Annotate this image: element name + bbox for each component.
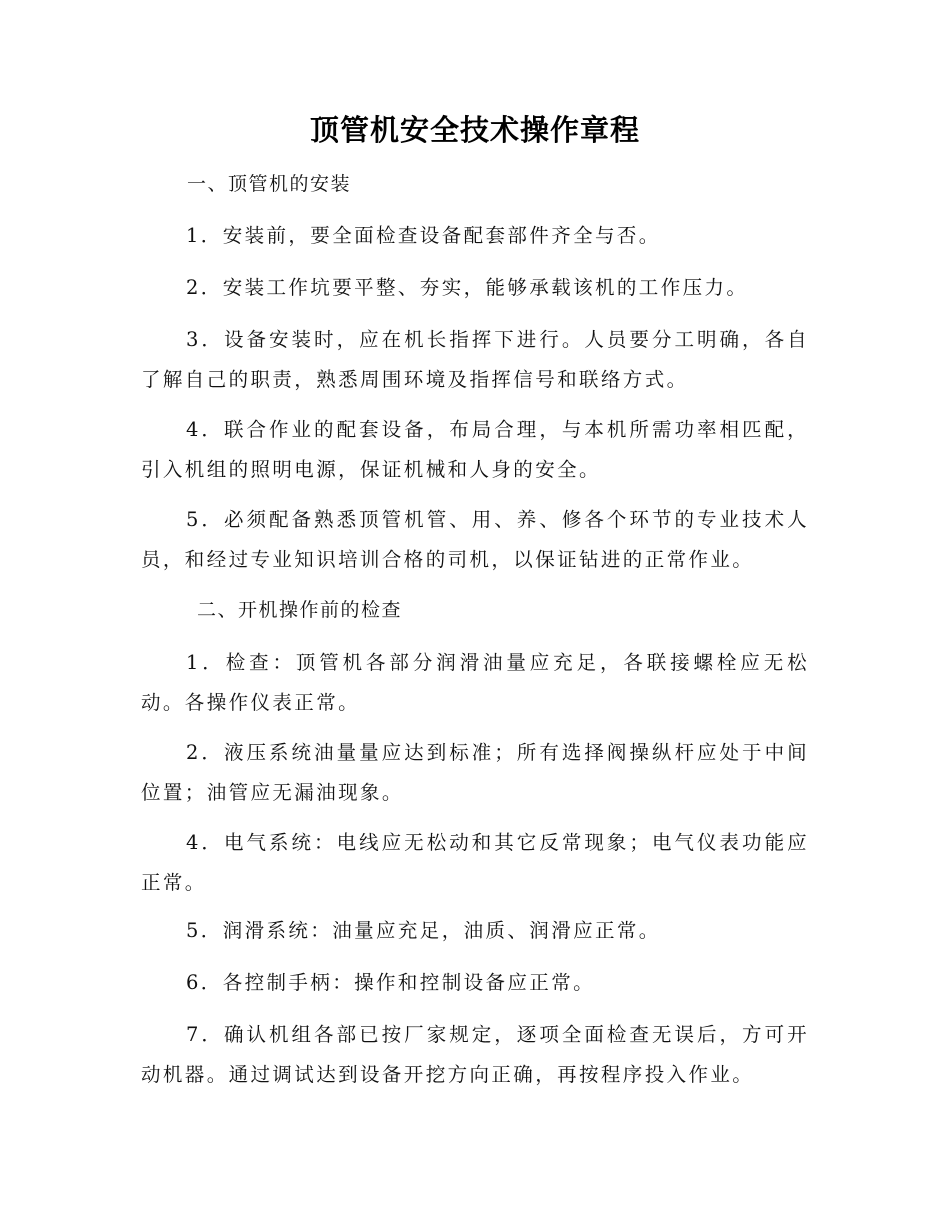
document-title: 顶管机安全技术操作章程 bbox=[309, 113, 640, 147]
paragraph: 4．电气系统：电线应无松动和其它反常现象；电气仪表功能应正常。 bbox=[141, 831, 809, 894]
section-heading-pre-start-check: 二、开机操作前的检查 bbox=[197, 599, 403, 621]
paragraph: 4．联合作业的配套设备，布局合理，与本机所需功率相匹配，引入机组的照明电源，保证机械和人身的安全。 bbox=[141, 418, 809, 481]
paragraph: 2．液压系统油量量应达到标准；所有选择阀操纵杆应处于中间位置；油管应无漏油现象。 bbox=[141, 741, 809, 804]
paragraph: 2．安装工作坑要平整、夯实，能够承载该机的工作压力。 bbox=[186, 276, 749, 299]
paragraph: 5．必须配备熟悉顶管机管、用、养、修各个环节的专业技术人员，和经过专业知识培训合格的司机，以保证钻进的正常作业。 bbox=[141, 508, 809, 571]
paragraph: 3．设备安装时，应在机长指挥下进行。人员要分工明确，各自了解自己的职责，熟悉周围环境及指挥信号和联络方式。 bbox=[141, 328, 809, 391]
section-heading-installation: 一、顶管机的安装 bbox=[187, 173, 352, 195]
paragraph: 7．确认机组各部已按厂家规定，逐项全面检查无误后，方可开动机器。通过调试达到设备开挖方向正确，再按程序投入作业。 bbox=[141, 1023, 809, 1086]
paragraph: 6．各控制手柄：操作和控制设备应正常。 bbox=[186, 971, 596, 994]
paragraph: 1．安装前，要全面检查设备配套部件齐全与否。 bbox=[186, 224, 661, 247]
paragraph: 5．润滑系统：油量应充足，油质、润滑应正常。 bbox=[186, 919, 661, 942]
paragraph: 1．检查：顶管机各部分润滑油量应充足，各联接螺栓应无松动。各操作仪表正常。 bbox=[141, 651, 809, 714]
